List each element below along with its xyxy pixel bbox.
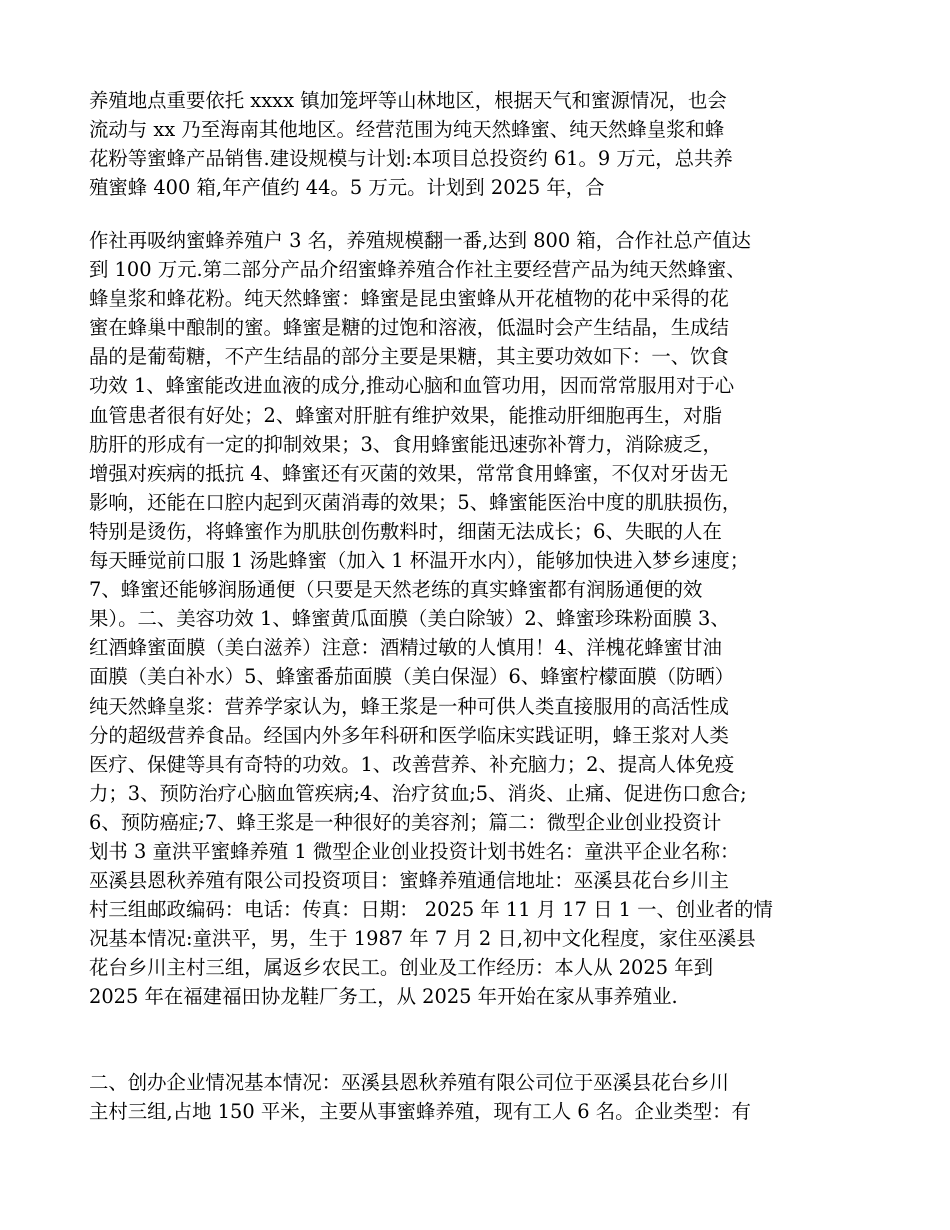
text-line: 影响，还能在口腔内起到灭菌消毒的效果；5、蜂蜜能医治中度的肌肤损伤， — [89, 490, 742, 514]
text-line: 划书 3 童洪平蜜蜂养殖 1 微型企业创业投资计划书姓名：童洪平企业名称： — [89, 839, 740, 863]
text-line: 二、创办企业情况基本情况：巫溪县恩秋养殖有限公司位于巫溪县花台乡川 — [89, 1071, 729, 1094]
text-line: 作社再吸纳蜜蜂养殖户 3 名，养殖规模翻一番,达到 800 箱，合作社总产值达 — [89, 229, 751, 252]
text-line: 主村三组,占地 150 平米，主要从事蜜蜂养殖，现有工人 6 名。企业类型：有 — [89, 1100, 751, 1124]
text-line: 蜜在蜂巢中酿制的蜜。蜂蜜是糖的过饱和溶液，低温时会产生结晶，生成结 — [89, 316, 729, 340]
text-line: 力；3、预防治疗心脑血管疾病;4、治疗贫血;5、消炎、止痛、促进伤口愈合; — [89, 781, 747, 805]
text-line: 血管患者很有好处；2、蜂蜜对肝脏有维护效果，能推动肝细胞再生，对脂 — [89, 403, 722, 427]
paragraph-3 — [89, 1068, 869, 1126]
text-line: 到 100 万元.第二部分产品介绍蜜蜂养殖合作社主要经营产品为纯天然蜂蜜、 — [89, 258, 746, 282]
text-line: 面膜（美白补水）5、蜂蜜番茄面膜（美白保湿）6、蜂蜜柠檬面膜（防晒） — [89, 665, 735, 689]
text-line: 每天睡觉前口服 1 汤匙蜂蜜（加入 1 杯温开水内），能够加快进入梦乡速度； — [89, 549, 750, 573]
text-line: 殖蜜蜂 400 箱,年产值约 44。5 万元。计划到 2025 年，合 — [89, 176, 605, 200]
text-line: 况基本情况:童洪平，男，生于 1987 年 7 月 2 日,初中文化程度，家住巫溪县 — [89, 927, 756, 951]
text-line: 花台乡川主村三组，属返乡农民工。创业及工作经历：本人从 2025 年到 — [89, 956, 714, 980]
text-line: 巫溪县恩秋养殖有限公司投资项目：蜜蜂养殖通信地址：巫溪县花台乡川主 — [89, 869, 729, 893]
text-line: 7、蜂蜜还能够润肠通便（只要是天然老练的真实蜂蜜都有润肠通便的效 — [89, 578, 703, 602]
text-line: 晶的是葡萄糖，不产生结晶的部分主要是果糖，其主要功效如下：一、饮食 — [89, 345, 729, 369]
text-line: 花粉等蜜蜂产品销售.建设规模与计划:本项目总投资约 61。9 万元，总共养 — [89, 147, 733, 171]
text-line: 纯天然蜂皇浆：营养学家认为，蜂王浆是一种可供人类直接服用的高活性成 — [89, 694, 729, 718]
text-line: 2025 年在福建福田协龙鞋厂务工，从 2025 年开始在家从事养殖业. — [89, 985, 678, 1009]
text-line: 分的超级营养食品。经国内外多年科研和医学临床实践证明，蜂王浆对人类 — [89, 723, 729, 747]
text-line: 养殖地点重要依托 xxxx 镇加笼坪等山林地区，根据天气和蜜源情况，也会 — [89, 89, 727, 112]
text-line: 功效 1、蜂蜜能改进血液的成分,推动心脑和血管功用，因而常常服用对于心 — [89, 374, 735, 398]
text-line: 医疗、保健等具有奇特的功效。1、改善营养、补充脑力；2、提高人体免疫 — [89, 752, 735, 776]
text-line: 增强对疾病的抵抗 4、蜂蜜还有灭菌的效果，常常食用蜂蜜，不仅对牙齿无 — [89, 461, 728, 485]
text-line: 肪肝的形成有一定的抑制效果；3、食用蜂蜜能迅速弥补膂力，消除疲乏， — [89, 432, 722, 456]
text-line: 村三组邮政编码：电话：传真：日期： 2025 年 11 月 17 日 1 一、创业者的情 — [89, 898, 773, 922]
paragraph-1 — [89, 86, 869, 202]
text-line: 果）。二、美容功效 1、蜂蜜黄瓜面膜（美白除皱）2、蜂蜜珍珠粉面膜 3、 — [89, 607, 730, 631]
text-line: 特别是烫伤，将蜂蜜作为肌肤创伤敷料时，细菌无法成长；6、失眠的人在 — [89, 519, 722, 543]
text-line: 流动与 xx 乃至海南其他地区。经营范围为纯天然蜂蜜、纯天然蜂皇浆和蜂 — [89, 118, 725, 142]
text-line: 6、预防癌症;7、蜂王浆是一种很好的美容剂；篇二：微型企业创业投资计 — [89, 810, 722, 834]
text-line: 蜂皇浆和蜂花粉。纯天然蜂蜜：蜂蜜是昆虫蜜蜂从开花植物的花中采得的花 — [89, 287, 729, 311]
paragraph-2 — [89, 226, 869, 1012]
text-line: 红酒蜂蜜面膜（美白滋养）注意：酒精过敏的人慎用！4、洋槐花蜂蜜甘油 — [89, 636, 722, 660]
